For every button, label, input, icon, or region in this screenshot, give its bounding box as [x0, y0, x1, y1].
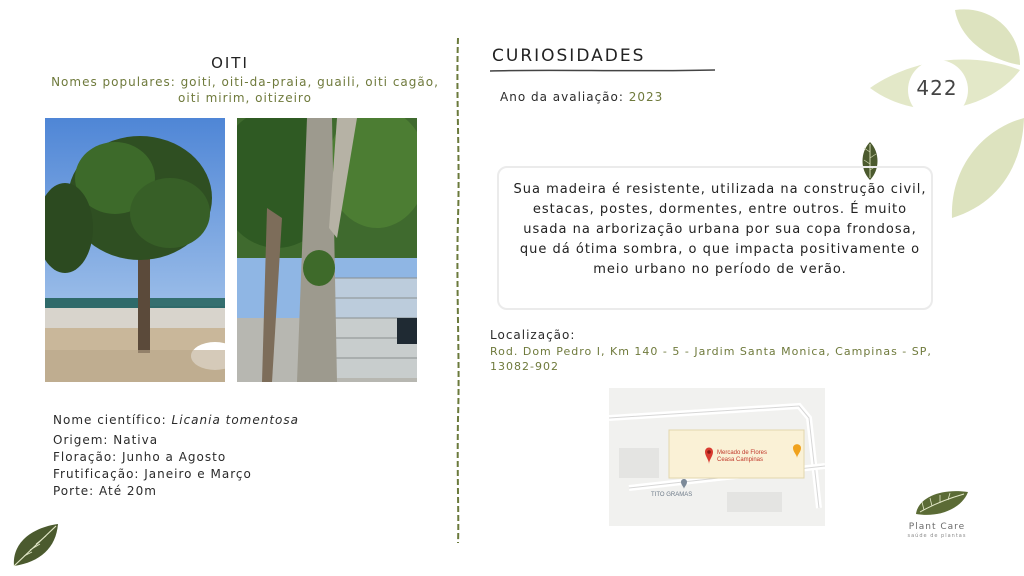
size: Porte: Até 20m: [53, 484, 157, 498]
scientific-label: Nome científico:: [53, 413, 167, 427]
brand-name: Plant Care: [908, 522, 966, 532]
heading-underline: [490, 66, 715, 74]
popular-names: Nomes populares: goiti, oiti-da-praia, guaili, oiti cagão, oiti mirim, oitizeiro: [51, 75, 439, 105]
location-label: Localização:: [490, 328, 576, 342]
curiosities-heading: CURIOSIDADES: [492, 46, 646, 66]
location-address[interactable]: Rod. Dom Pedro I, Km 140 - 5 - Jardim Santa Monica, Campinas - SP, 13082-902: [490, 345, 932, 373]
curiosity-text: Sua madeira é resistente, utilizada na construção civil, estacas, postes, dormentes, entre outros. É muito usada na arborização urbana por sua copa frondosa, que dá ótima sombra, o que impacta positivamente o meio urbano no período de verão.: [513, 182, 927, 277]
species-number: 422: [916, 76, 958, 100]
tree-photo-full: [45, 118, 225, 382]
species-title: OITI: [211, 54, 249, 72]
species-details: [53, 412, 299, 500]
year-value: 2023: [628, 90, 664, 104]
map-place-line2: Ceasa Campinas: [717, 457, 764, 463]
year-label: Ano da avaliação:: [500, 90, 624, 104]
column-divider: [452, 38, 464, 543]
map-secondary-place: TITO GRAMAS: [651, 492, 693, 498]
fruiting: Frutificação: Janeiro e Março: [53, 467, 252, 481]
origin: Origem: Nativa: [53, 433, 159, 447]
brand-tagline: saúde de plantas: [907, 533, 967, 539]
scientific-name: Licania tomentosa: [171, 413, 300, 427]
leaf-decoration-icon: [10, 522, 62, 568]
tree-photo-trunk: [237, 118, 417, 382]
evaluation-year: [500, 90, 663, 104]
location-map[interactable]: [609, 388, 825, 526]
map-place-line1: Mercado de Flores: [717, 450, 768, 456]
scientific-name-row: [53, 412, 299, 429]
flowering: Floração: Junho a Agosto: [53, 450, 227, 464]
